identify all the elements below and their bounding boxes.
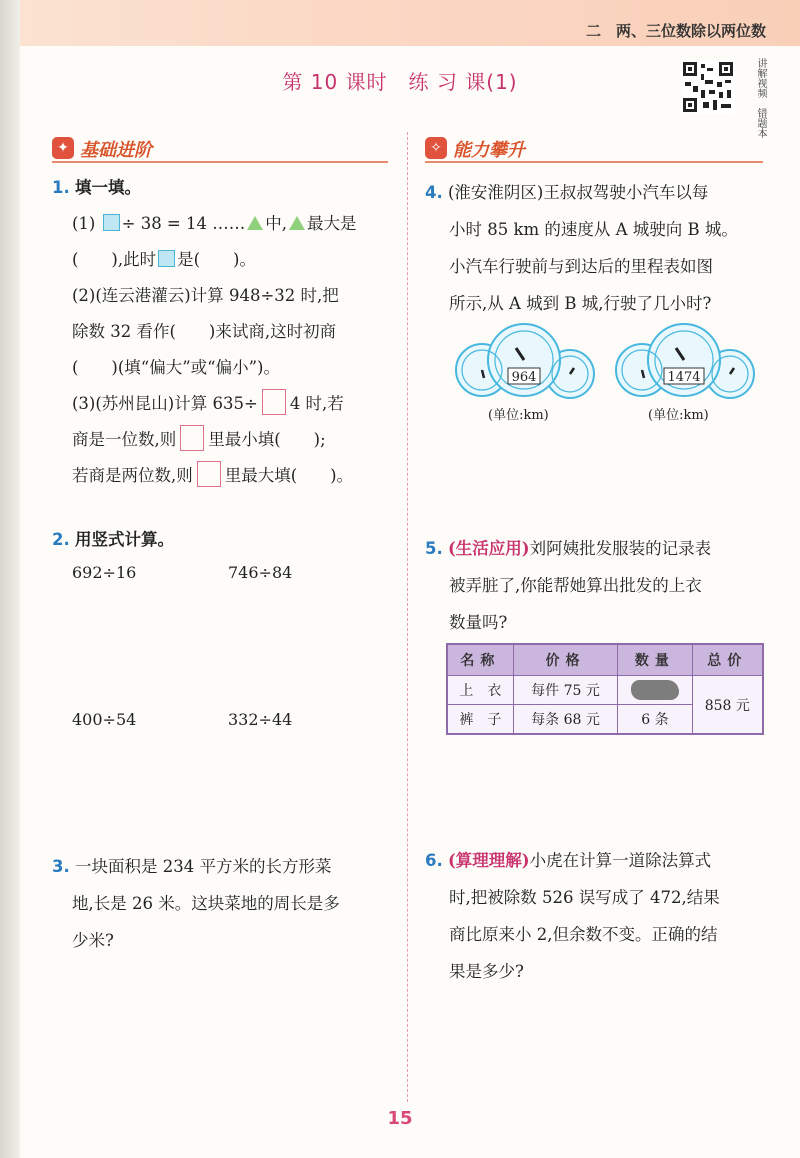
blank-triangle-icon[interactable] bbox=[289, 216, 305, 230]
section-advanced bbox=[425, 132, 763, 166]
record-table bbox=[446, 643, 764, 735]
question-4 bbox=[425, 174, 770, 322]
odometer-after bbox=[612, 322, 762, 402]
blank-square-icon[interactable] bbox=[158, 250, 175, 267]
text: (淮安淮阴区)王叔叔驾驶小汽车以每 bbox=[448, 183, 709, 202]
question-number: 4. bbox=[425, 183, 443, 202]
text: 少米? bbox=[72, 931, 114, 950]
question-number: 3. bbox=[52, 857, 70, 876]
blank-square-icon[interactable] bbox=[103, 214, 120, 231]
column-header: 总价 bbox=[692, 644, 763, 676]
blank-box[interactable] bbox=[262, 389, 286, 415]
ink-blot-icon bbox=[631, 680, 679, 700]
text: ÷ 38 = 14 …… bbox=[121, 214, 246, 233]
column-header: 价格 bbox=[513, 644, 617, 676]
calc-item[interactable]: 746÷84 bbox=[228, 563, 293, 582]
section-basic-title: 基础进阶 bbox=[80, 140, 152, 161]
chapter-title: 二 两、三位数除以两位数 bbox=[585, 22, 766, 40]
text: 4 时,若 bbox=[289, 394, 344, 413]
answer-blank[interactable]: 里最大填( )。 bbox=[224, 466, 354, 485]
question-number: 1. bbox=[52, 178, 70, 197]
table-row bbox=[447, 676, 763, 705]
answer-blank[interactable]: 里最小填( ); bbox=[208, 430, 326, 449]
text: 数量吗? bbox=[449, 613, 508, 632]
climber-icon: ✧ bbox=[425, 137, 447, 159]
qr-label: 讲解视频 错题本 bbox=[755, 58, 766, 138]
table-cell: 6 条 bbox=[618, 705, 692, 735]
section-underline bbox=[52, 161, 388, 163]
calc-item[interactable]: 332÷44 bbox=[228, 710, 293, 729]
blank-box[interactable] bbox=[197, 461, 221, 487]
text: (3)(苏州昆山)计算 635÷ bbox=[72, 394, 258, 413]
binding-edge bbox=[0, 0, 20, 1158]
text: 若商是两位数,则 bbox=[72, 466, 193, 485]
calc-item[interactable]: 400÷54 bbox=[72, 710, 137, 729]
section-underline bbox=[425, 161, 763, 163]
question-number: 5. bbox=[425, 539, 443, 558]
text: 商是一位数,则 bbox=[72, 430, 177, 449]
text: 中, bbox=[265, 214, 287, 233]
unit-label: (单位:km) bbox=[648, 408, 709, 423]
odometer-before bbox=[452, 322, 602, 402]
answer-blank[interactable]: ( ),此时 bbox=[72, 250, 157, 269]
answer-blank[interactable]: 是( )。 bbox=[177, 250, 256, 269]
table-header-row bbox=[447, 644, 763, 676]
text: 小时 85 km 的速度从 A 城驶向 B 城。 bbox=[449, 220, 738, 239]
lesson-title: 第 10 课时 练 习 课(1) bbox=[282, 70, 518, 94]
odometer-before-reading: 964 bbox=[511, 370, 537, 385]
question-1 bbox=[52, 170, 397, 494]
table-cell: 上 衣 bbox=[447, 676, 513, 705]
section-basic bbox=[52, 132, 388, 166]
text: 最大是 bbox=[307, 214, 357, 233]
qr-code-icon[interactable] bbox=[681, 60, 735, 114]
text: (2)(连云港灌云)计算 948÷32 时,把 bbox=[72, 286, 339, 305]
text: 所示,从 A 城到 B 城,行驶了几小时? bbox=[449, 294, 712, 313]
table-cell: 858 元 bbox=[692, 676, 763, 735]
question-6 bbox=[425, 842, 770, 990]
unit-label: (单位:km) bbox=[488, 408, 549, 423]
question-number: 2. bbox=[52, 530, 70, 549]
question-tag: (算理理解) bbox=[448, 851, 530, 870]
sub-label: (1) bbox=[72, 214, 96, 233]
blank-triangle-icon[interactable] bbox=[247, 216, 263, 230]
text: 刘阿姨批发服装的记录表 bbox=[529, 539, 712, 558]
table-cell-smudged bbox=[618, 676, 692, 705]
column-header: 名称 bbox=[447, 644, 513, 676]
text: 被弄脏了,你能帮她算出批发的上衣 bbox=[449, 576, 702, 595]
blank-box[interactable] bbox=[180, 425, 204, 451]
question-3 bbox=[52, 848, 397, 959]
answer-blank[interactable]: 除数 32 看作( )来试商,这时初商 bbox=[72, 322, 337, 341]
column-divider bbox=[407, 132, 408, 1102]
table-cell: 每条 68 元 bbox=[513, 705, 617, 735]
odometer-after-reading: 1474 bbox=[667, 370, 701, 385]
text: 小汽车行驶前与到达后的里程表如图 bbox=[449, 257, 713, 276]
question-title: 填一填。 bbox=[75, 178, 141, 197]
answer-blank[interactable]: ( )(填“偏大”或“偏小”)。 bbox=[72, 358, 280, 377]
text: 小虎在计算一道除法算式 bbox=[529, 851, 712, 870]
table-cell: 每件 75 元 bbox=[513, 676, 617, 705]
column-header: 数量 bbox=[618, 644, 692, 676]
text: 果是多少? bbox=[449, 962, 524, 981]
question-5 bbox=[425, 530, 770, 641]
table-cell: 裤 子 bbox=[447, 705, 513, 735]
text: 地,长是 26 米。这块菜地的周长是多 bbox=[72, 894, 340, 913]
calc-item[interactable]: 692÷16 bbox=[72, 563, 137, 582]
runner-icon: ✦ bbox=[52, 137, 74, 159]
question-tag: (生活应用) bbox=[448, 539, 530, 558]
text: 商比原来小 2,但余数不变。正确的结 bbox=[449, 925, 718, 944]
text: 一块面积是 234 平方米的长方形菜 bbox=[75, 857, 332, 876]
page-number: 15 bbox=[387, 1108, 413, 1129]
question-2 bbox=[52, 522, 397, 558]
text: 时,把被除数 526 误写成了 472,结果 bbox=[449, 888, 720, 907]
question-title: 用竖式计算。 bbox=[75, 530, 174, 549]
question-number: 6. bbox=[425, 851, 443, 870]
section-advanced-title: 能力攀升 bbox=[453, 140, 525, 161]
